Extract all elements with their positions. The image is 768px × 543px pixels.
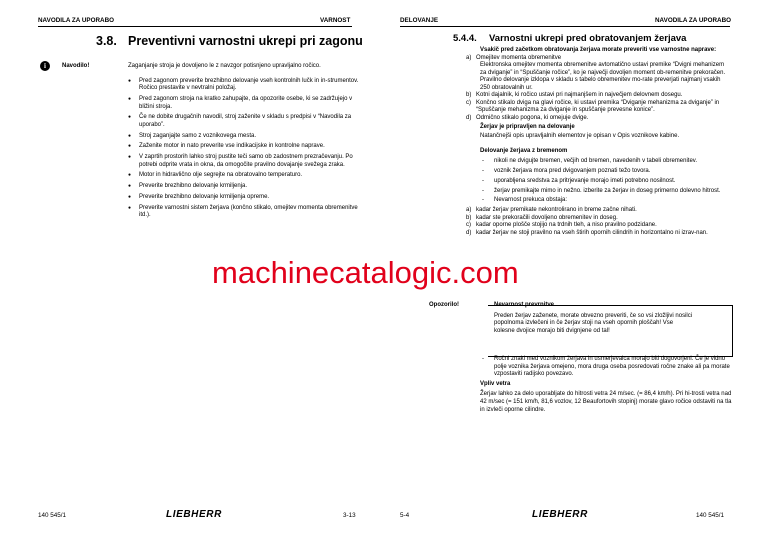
footer-page-number: 5-4 — [400, 512, 410, 519]
right-column-lower — [480, 356, 732, 414]
list-item: b) Kotni dajalnik, ki ročico ustavi pri najmanjšem in največjem delovnem dosegu. — [466, 92, 683, 99]
list-item: ● Preverite varnostni sistem žerjava (končno stikalo, omejitev momenta obremenitve itd.). — [128, 205, 368, 220]
list-item: Elektronska omejitev momenta obremenitve avtomatično ustavi premike “Dvigni mehanizem za dviganje” in “Spuščanje ročice”, ko je največji dovoljen moment ob-remenitve prekoračen. Pravilno delovanje izklopa v skladu s tabelo obremenitev mo-rate preverjati najmanj vsakih 250 obratovalnih ur. — [480, 62, 726, 91]
list-item: d) kadar žerjav ne stoji pravilno na vseh štirih opornih cilindrih in horizontalno ni izrav-nan. — [466, 229, 708, 236]
footer-doc-number: 140 545/1 — [38, 512, 67, 519]
warning-text: Preden žerjav zaženete, morate obvezno preveriti, če so vsi zložljivi nosilci popolnoma izvlečeni in če žerjav stoji na vseh opornih ploščah! Vse kolesne dvojice morajo biti dvignjene od tal! — [494, 312, 693, 334]
header-right: VARNOST — [320, 17, 351, 24]
note-label: Navodilo! — [62, 63, 90, 69]
watermark: machinecatalogic.com — [212, 255, 519, 290]
list-item: d) Odmično stikalo pogona, ki omejuje dvige. — [466, 114, 589, 121]
load-title: Delovanje žerjava z bremenom — [480, 148, 568, 155]
list-item: ● Če ne dobite drugačnih navodil, stroj zaženite v skladu s predpisi v “Navodila za uporabo”. — [128, 114, 368, 129]
list-item: b) kadar ste prekoračili dovoljeno obremenitev in doseg. — [466, 214, 618, 221]
list-item: - Ročni znaki med voznikom žerjava in usmerjevalca morajo biti dogovorjeni. Če je vidno polje voznika žerjava omejeno, mora druga oseba posredovati ročne znake ali pa morate vzpostaviti radijsko povezavo. — [482, 356, 730, 377]
header-left: NAVODILA ZA UPORABO — [38, 17, 115, 24]
section-number: 3.8. — [96, 34, 117, 48]
list-item: ● V zaprtih prostorih lahko stroj pustite teči samo ob zadostnem prezračevanju. Po potrebi odprite vrata in okna, da omogočite pravilno dovajanje svežega zraka. — [128, 154, 368, 169]
footer-page-number: 3-13 — [343, 512, 356, 519]
list-item: ● Preverite brezhibno delovanje krmiljenja. — [128, 183, 368, 190]
list-item: - nikoli ne dvigujte bremen, večjih od bremen, navedenih v tabeli obremenitev. — [482, 157, 698, 164]
list-item: c) Končno stikalo dviga na glavi ročice, ki ustavi premika “Dviganje mehanizma za dviganje” in “Spuščanje mehanizma za dviganje in spuščanje prevesne konice”. — [466, 99, 720, 114]
liebherr-logo: LIEBHERR — [166, 509, 222, 520]
info-icon: i — [40, 61, 50, 71]
intro-text: Zaganjanje stroja je dovoljeno le z navzgor potisnjeno upravljalno ročico. — [128, 63, 321, 69]
list-item: ● Motor in hidravlično olje segrejte na obratovalno temperaturo. — [128, 172, 368, 179]
footer-doc-number: 140 545/1 — [696, 512, 725, 519]
list-item: - uporabljena sredstva za pritrjevanje morajo imeti potrebno nosilnost. — [482, 177, 676, 184]
header-rule — [400, 26, 730, 27]
liebherr-logo: LIEBHERR — [532, 509, 588, 520]
list-item: - Nevarnost prekuca obstaja: — [482, 197, 568, 204]
section-title: Preventivni varnostni ukrepi pri zagonu — [128, 34, 363, 48]
subsection-title: Varnostni ukrepi pred obratovanjem žerjava — [489, 33, 687, 44]
subsection-number: 5.4.4. — [453, 33, 477, 44]
list-item: ● Zaženite motor in nato preverite vse indikacijske in kontrolne naprave. — [128, 143, 368, 150]
list-item: ● Pred zagonom preverite brezhibno delovanje vseh kontrolnih lučk in in-strumentov. Ročico prestavite v nevtralni položaj. — [128, 78, 368, 93]
header-left: DELOVANJE — [400, 17, 439, 24]
precaution-list — [128, 78, 368, 223]
list-item: a) Omejitev momenta obremenitve — [466, 54, 562, 61]
prep-text: Natančnejši opis upravljalnih elementov je opisan v Opis voznikove kabine. — [480, 132, 680, 139]
lead-text: Vsakič pred začetkom obratovanja žerjava morate preveriti vse varnostne naprave: — [480, 47, 717, 53]
list-item: ● Preverite brezhibno delovanje krmiljenja opreme. — [128, 194, 368, 201]
header-rule — [38, 26, 352, 27]
header-right: NAVODILA ZA UPORABO — [655, 17, 732, 24]
right-column — [466, 47, 732, 237]
list-item: - žerjav premikajte mimo in nežno. izberite za žerjav in doseg primerno dolevno hitrost. — [482, 187, 721, 194]
warning-title: Nevarnost prevrnitve — [494, 302, 555, 308]
list-item: ● Pred zagonom stroja na kratko zahupajte, da opozorite osebe, ki se zadržujejo v bližini stroja. — [128, 96, 368, 111]
warning-label: Opozorilo! — [429, 302, 459, 308]
list-item: a) kadar žerjav premikate nekontrolirano in breme začne nihati. — [466, 207, 637, 214]
warning-content — [494, 302, 694, 335]
list-item: - voznik žerjava mora pred dvigovanjem poznati težo tovora. — [482, 167, 651, 174]
wind-title: Vpliv vetra — [480, 380, 511, 387]
wind-text: Žerjav lahko za delo uporabljate do hitrosti vetra 24 m/sec. (= 86,4 km/h). Pri hi-trosti vetra nad 42 m/sec (= 151 km/h, 81,6 vozlov, 12 Beaufortovih stopinj) morate glavo ročice odstaviti na tla in izvleči oporne cilindre. — [480, 391, 732, 413]
prep-title: Žerjav je pripravljen na delovanje — [480, 124, 575, 131]
list-item: ● Stroj zaganjajte samo z voznikovega mesta. — [128, 133, 368, 140]
list-item: c) kadar oporne plošče stojijo na trdnih tleh, a niso pravilno podzidane. — [466, 222, 657, 229]
